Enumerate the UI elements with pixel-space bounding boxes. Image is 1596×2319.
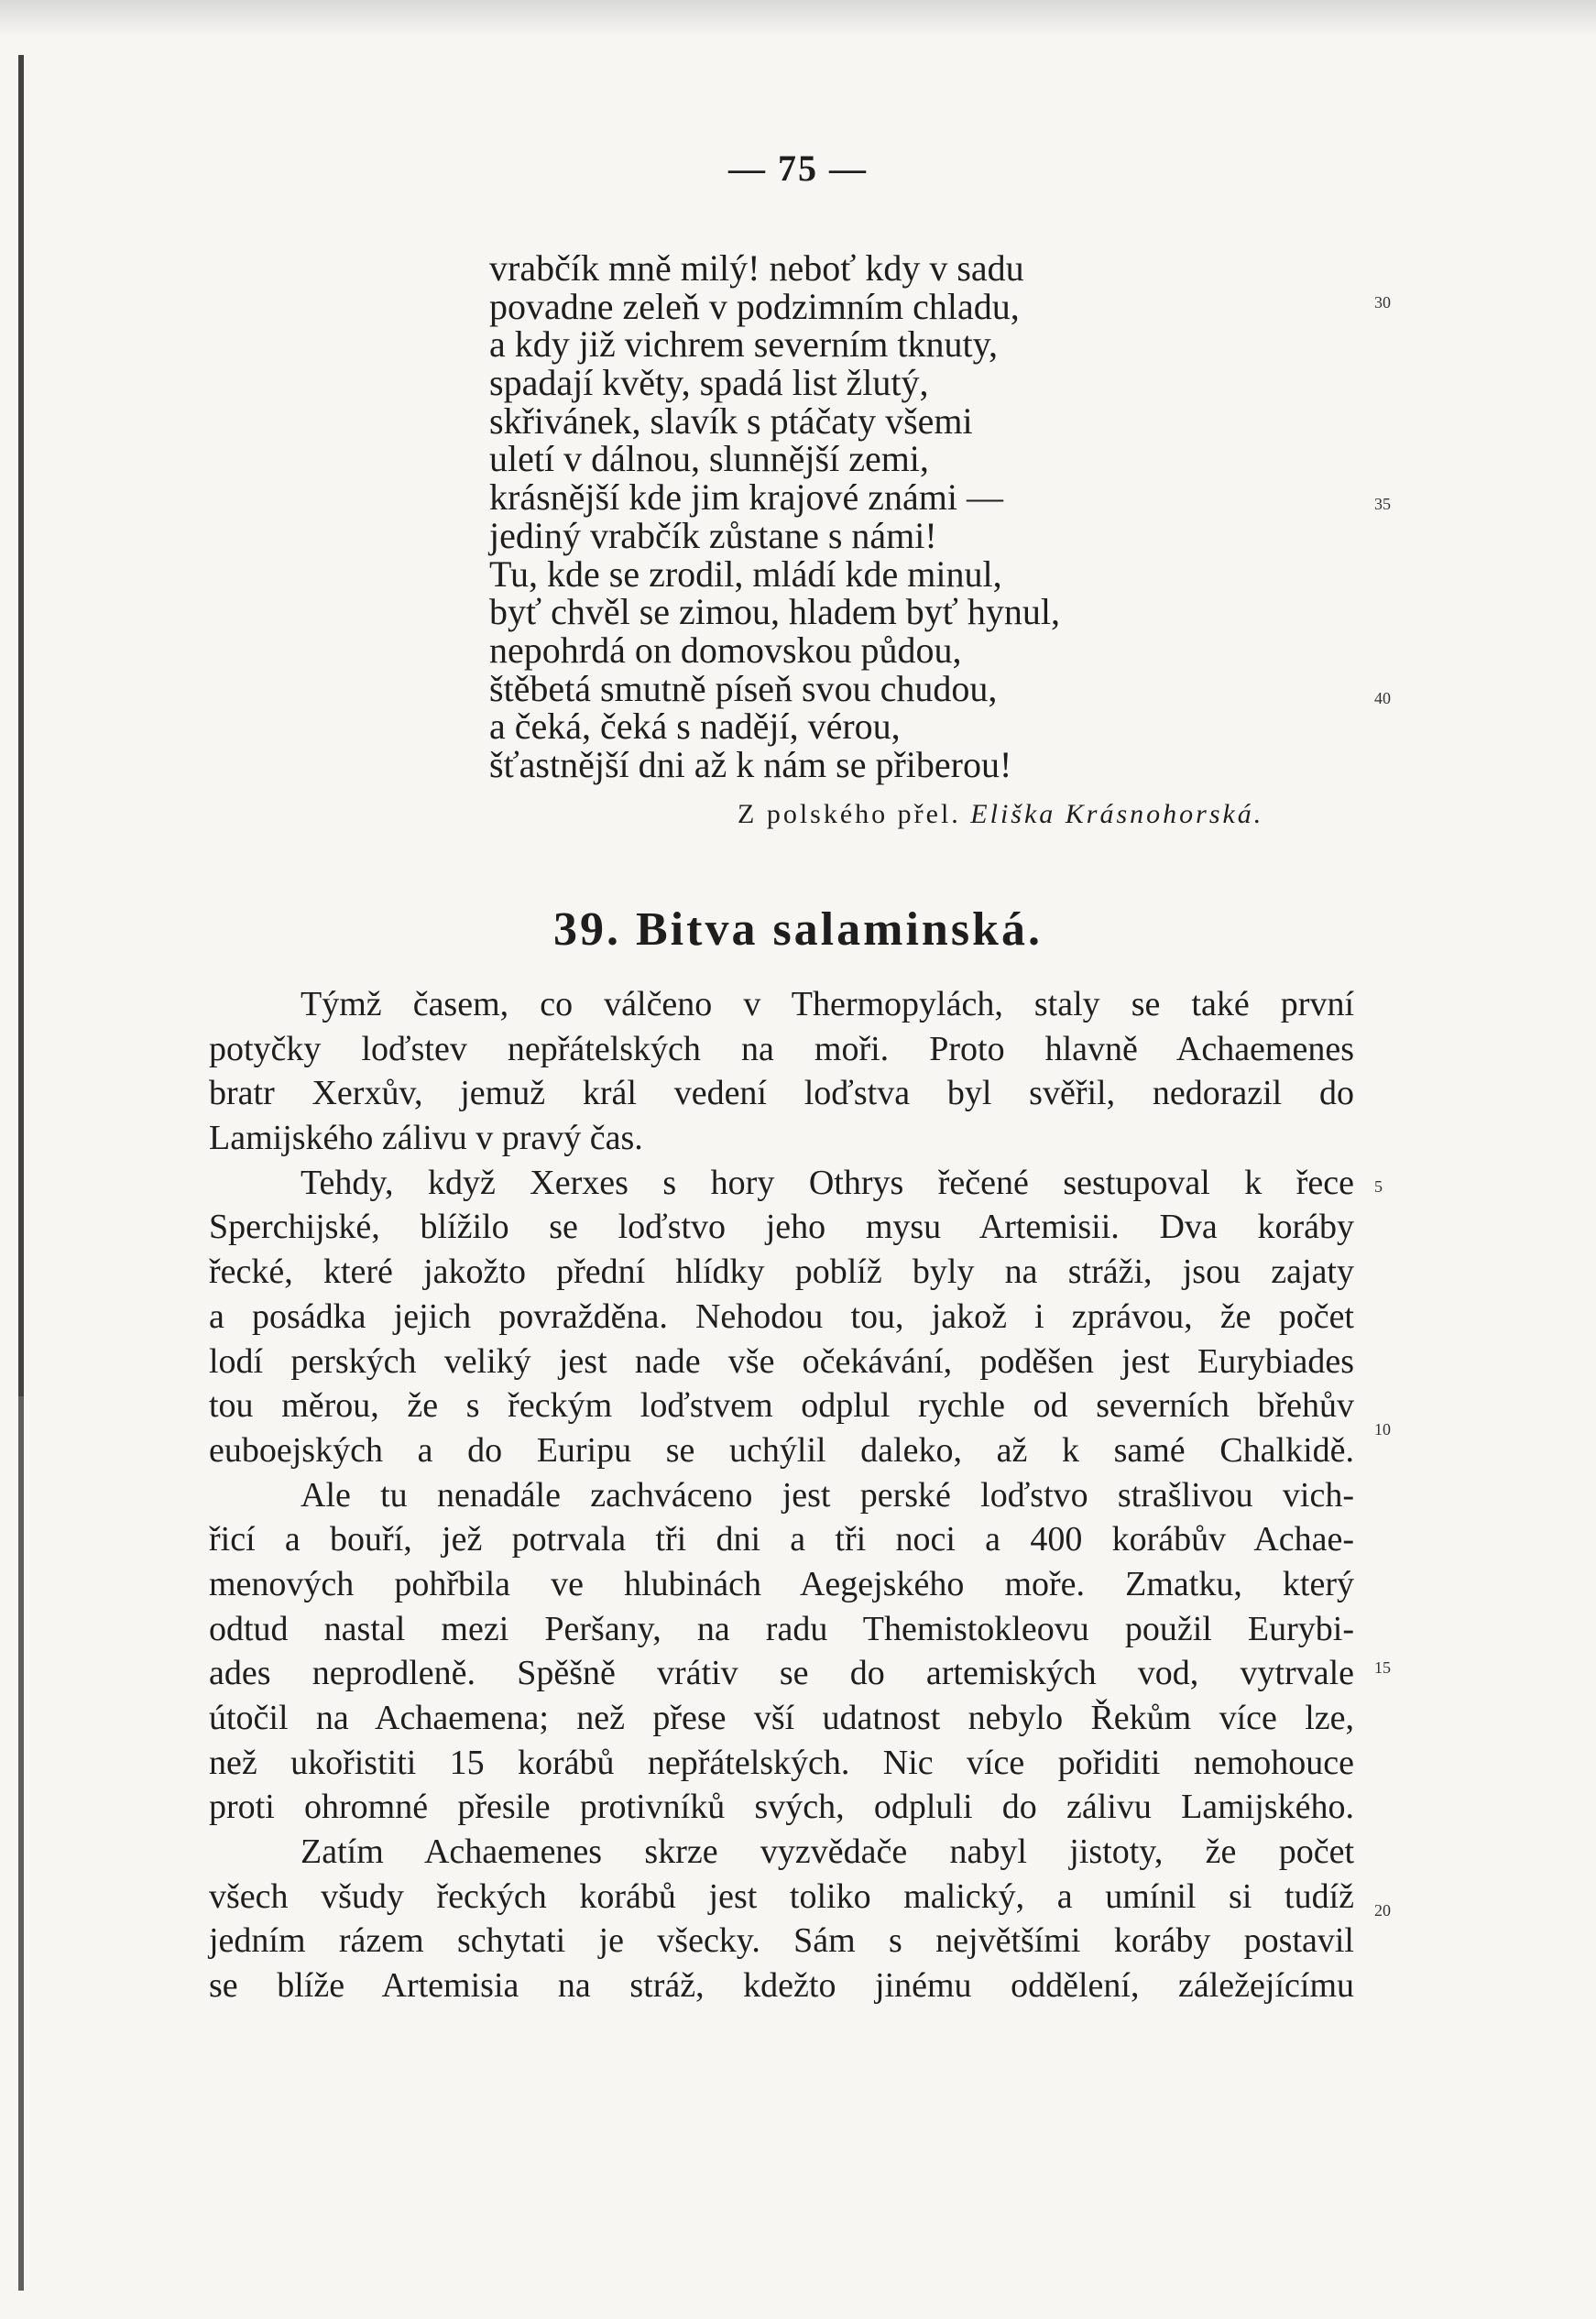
poem-attribution [738, 799, 1263, 830]
body-line-number: 10 [1374, 1420, 1391, 1438]
scan-left-edge [18, 55, 24, 2291]
page-number: — 75 — [728, 148, 868, 189]
body-line-number: 20 [1374, 1901, 1391, 1920]
scan-top-edge [0, 0, 1596, 37]
poem-line: skřivánek, slavík s ptáčaty všemi [489, 399, 973, 442]
poem-line: spadají květy, spadá list žlutý, [489, 362, 929, 404]
body-line: bratr Xerxův, jemuž král vedení loďstva byl svěřil, nedorazil do [209, 1074, 1354, 1113]
body-line: menových pohřbila ve hlubinách Aegejského moře. Zmatku, který [209, 1564, 1354, 1603]
body-line: euboejských a do Euripu se uchýlil daleko, až k samé Chalkidě. [209, 1430, 1354, 1470]
body-line-number: 5 [1374, 1177, 1383, 1196]
poem-line-number: 35 [1374, 495, 1391, 513]
poem-line: byť chvěl se zimou, hladem byť hynul, [489, 591, 1060, 633]
poem-line: a kdy již vichrem severním tknuty, [489, 323, 999, 366]
body-line: všech všudy řeckých korábů jest toliko malický, a umínil si tudíž [209, 1876, 1354, 1916]
body-line: než ukořistiti 15 korábů nepřátelských. Nic více pořiditi nemohouce [209, 1743, 1354, 1782]
body-line: řicí a bouří, jež potrvala tři dni a tři noci a 400 korábův Achae- [209, 1520, 1354, 1559]
body-line: Lamijského zálivu v pravý čas. [209, 1119, 643, 1158]
poem [489, 249, 1405, 784]
body-line-number: 15 [1374, 1658, 1391, 1677]
poem-line: povadne zeleň v podzimním chladu, [489, 285, 1020, 327]
section-heading: 39. Bitva salaminská. [553, 903, 1043, 956]
attribution-prefix: Z polského přel. [738, 799, 961, 829]
poem-line: jediný vrabčík zůstane s námi! [489, 514, 937, 556]
poem-line-number: 30 [1374, 293, 1391, 312]
poem-line: krásnější kde jim krajové známi — [489, 476, 1003, 519]
poem-line: štěbetá smutně píseň svou chudou, [489, 667, 998, 709]
body-line: útočil na Achaemena; než přese vší udatnost nebylo Řekům více lze, [209, 1699, 1354, 1737]
body-line: tou měrou, že s řeckým loďstvem odplul rychle od severních břehův [209, 1386, 1354, 1426]
poem-line: vrabčík mně milý! neboť kdy v sadu [489, 247, 1024, 289]
body-line: Ale tu nenadále zachváceno jest perské loďstvo strašlivou vich- [301, 1475, 1354, 1515]
body-line: jedním rázem schytati je všecky. Sám s největšími koráby postavil [209, 1921, 1354, 1961]
body-line: se blíže Artemisia na stráž, kdežto jinému oddělení, záležejícímu [209, 1966, 1354, 2006]
body-line: Tehdy, když Xerxes s hory Othrys řečené sestupoval k řece [301, 1163, 1354, 1202]
poem-line: nepohrdá on domovskou půdou, [489, 629, 962, 671]
body-line: lodí perských veliký jest nade vše očekávání, poděšen jest Eurybiades [209, 1341, 1354, 1381]
poem-line: a čeká, čeká s nadějí, vérou, [489, 706, 901, 748]
poem-line: Tu, kde se zrodil, mládí kde minul, [489, 552, 1002, 595]
poem-line: uletí v dálnou, slunnější zemi, [489, 438, 929, 480]
body-line: proti ohromné přesile protivníků svých, odpluli do zálivu Lamijského. [209, 1788, 1354, 1827]
poem-line: šťastnější dni až k nám se přiberou! [489, 743, 1012, 785]
section-body [209, 982, 1354, 2008]
body-line: ades neprodleně. Spěšně vrátiv se do artemiských vod, vytrvale [209, 1654, 1354, 1693]
body-line: odtud nastal mezi Peršany, na radu Themistokleovu použil Eurybi- [209, 1609, 1354, 1648]
body-line: Sperchijské, blížilo se loďstvo jeho mysu Artemisii. Dva koráby [209, 1208, 1354, 1247]
body-line: Týmž časem, co válčeno v Thermopylách, staly se také první [301, 985, 1354, 1023]
body-line: potyčky loďstev nepřátelských na moři. Proto hlavně Achaemenes [209, 1029, 1354, 1068]
body-line: Zatím Achaemenes skrze vyzvědače nabyl jistoty, že počet [301, 1832, 1354, 1872]
body-line: a posádka jejich povražděna. Nehodou tou, jakož i zprávou, že počet [209, 1296, 1354, 1336]
body-line: řecké, které jakožto přední hlídky poblíž byly na stráži, jsou zajaty [209, 1252, 1354, 1292]
poem-line-number: 40 [1374, 689, 1391, 707]
attribution-author: Eliška Krásnohorská. [970, 799, 1264, 829]
